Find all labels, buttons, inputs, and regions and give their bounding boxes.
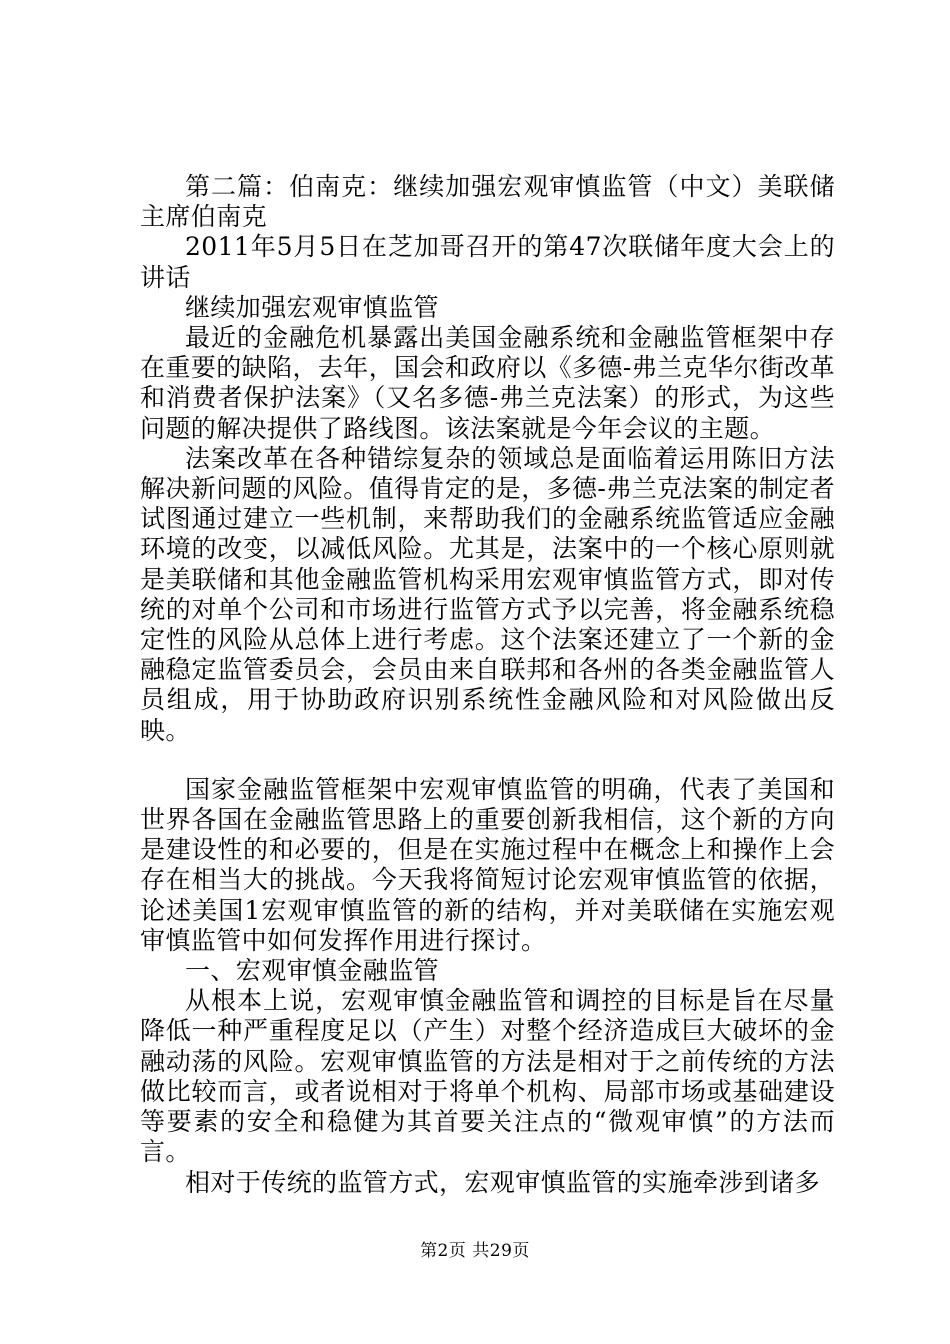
speech-title: 继续加强宏观审慎监管 (185, 292, 440, 322)
body-paragraph: 国家金融监管框架中宏观审慎监管的明确，代表了美国和世界各国在金融监管思路上的重要创新我相信，这个新的方向是建设性的和必要的，但是在实施过程中在概念上和操作上会存在相当大的挑战。今天我将简短讨论宏观审慎监管的依据，论述美国1宏观审慎监管的新的结构，并对美联储在实施宏观审慎监管中如何发挥作用进行探讨。 (140, 774, 835, 955)
body-paragraph: 从根本上说，宏观审慎金融监管和调控的目标是旨在尽量降低一种严重程度足以（产生）对整个经济造成巨大破坏的金融动荡的风险。宏观审慎监管的方法是相对于之前传统的方法做比较而言，或者说相对于将单个机构、局部市场或基础建设等要素的安全和稳健为其首要关注点的“微观审慎”的方法而言。 (140, 986, 835, 1167)
section-heading: 一、宏观审慎金融监管 (185, 956, 440, 986)
document-body (140, 172, 835, 1198)
body-paragraph: 法案改革在各种错综复杂的领域总是面临着运用陈旧方法解决新问题的风险。值得肯定的是，多德-弗兰克法案的制定者试图通过建立一些机制，来帮助我们的金融系统监管适应金融环境的改变，以减低风险。尤其是，法案中的一个核心原则就是美联储和其他金融监管机构采用宏观审慎监管方式，即对传统的对单个公司和市场进行监管方式予以完善，将金融系统稳定性的风险从总体上进行考虑。这个法案还建立了一个新的金融稳定监管委员会，会员由来自联邦和各州的各类金融监管人员组成，用于协助政府识别系统性金融风险和对风险做出反映。 (140, 443, 835, 745)
body-paragraph: 相对于传统的监管方式，宏观审慎监管的实施牵涉到诸多 (185, 1167, 821, 1197)
page-number-footer: 第2页 共29页 (420, 1241, 530, 1261)
article-title: 第二篇：伯南克：继续加强宏观审慎监管（中文）美联储主席伯南克 (140, 172, 835, 232)
speech-occasion: 2011年5月5日在芝加哥召开的第47次联储年度大会上的讲话 (140, 232, 835, 292)
body-paragraph: 最近的金融危机暴露出美国金融系统和金融监管框架中存在重要的缺陷，去年，国会和政府以《多德-弗兰克华尔街改革和消费者保护法案》（又名多德-弗兰克法案）的形式，为这些问题的解决提供了路线图。该法案就是今年会议的主题。 (140, 323, 835, 443)
